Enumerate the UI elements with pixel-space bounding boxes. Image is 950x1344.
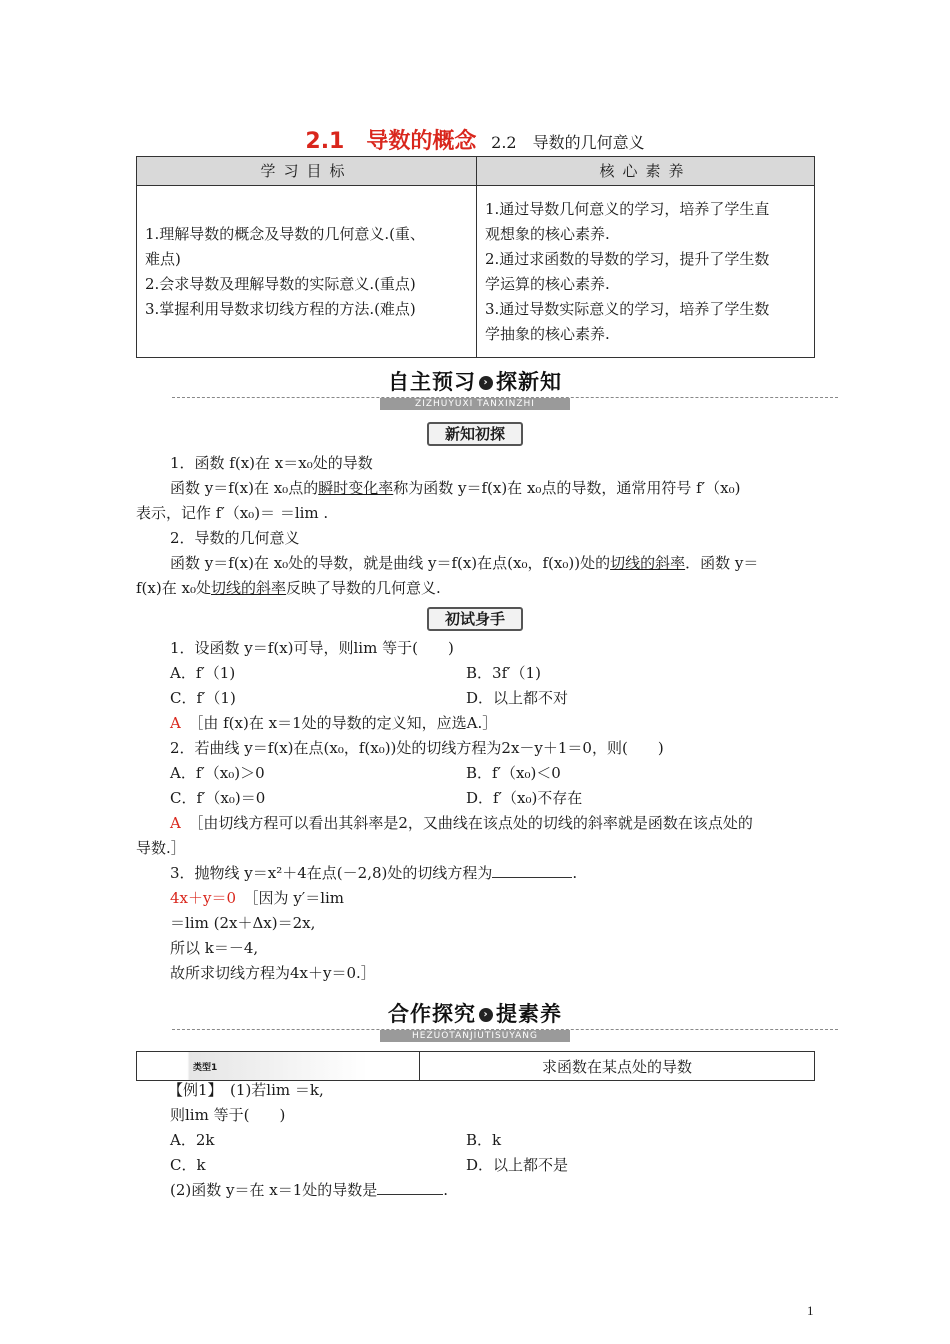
- type-table: [136, 1051, 815, 1081]
- example: (2)函数 y＝在 x＝1处的导数是 .: [170, 1181, 449, 1199]
- underlined-term: 切线的斜率: [210, 579, 286, 597]
- arrow-icon: ›: [479, 1008, 493, 1022]
- para-line: 函数 y＝f(x)在 x₀处的导数，就是曲线 y＝f(x)在点(x₀，f(x₀))处的切线的斜率．函数 y＝: [170, 554, 759, 572]
- answer-red: 4x＋y＝0: [170, 889, 237, 907]
- option: B．k: [466, 1131, 502, 1149]
- banner-pinyin: HEZUOTANJIUTISUYANG: [380, 1030, 570, 1042]
- answer: ＝lim (2x＋Δx)＝2x,: [170, 914, 316, 932]
- title-main: 2.1 导数的概念: [305, 129, 477, 154]
- underlined-term: 切线的斜率: [610, 554, 686, 572]
- page-number: 1: [807, 1303, 814, 1318]
- page-title: [0, 124, 950, 155]
- goal-line: 2.会求导数及理解导数的实际意义.(重点): [145, 274, 416, 293]
- example: 【例1】 (1)若lim ＝k,: [168, 1081, 324, 1099]
- tag-practice: 初试身手: [0, 607, 950, 631]
- goal-line: 1.理解导数的概念及导数的几何意义.(重、: [145, 224, 425, 243]
- question: 2．若曲线 y＝f(x)在点(x₀，f(x₀))处的切线方程为2x－y＋1＝0，则( ): [170, 739, 664, 757]
- para-title: 1．函数 f(x)在 x＝x₀处的导数: [170, 454, 373, 472]
- para-line: f(x)在 x₀处切线的斜率反映了导数的几何意义.: [136, 579, 441, 597]
- answer: 所以 k＝－4,: [170, 939, 259, 957]
- answer-blank: [377, 1181, 443, 1195]
- tag-new-knowledge: 新知初探: [0, 422, 950, 446]
- literacy-header: 核心素养: [477, 157, 815, 186]
- type-label: 类型1: [137, 1052, 420, 1081]
- para-line: 表示，记作 f′（x₀)＝ ＝lim .: [136, 504, 329, 522]
- banner-pinyin: ZIZHUYUXI TANXINZHI: [380, 398, 570, 410]
- option: D．以上都不是: [466, 1156, 569, 1174]
- answer-letter: A: [170, 714, 181, 732]
- option: C．k: [170, 1156, 206, 1174]
- option: B．3f′（1): [466, 664, 541, 682]
- literacy-line: 3.通过导数实际意义的学习，培养了学生数: [485, 299, 770, 318]
- underlined-term: 瞬时变化率: [318, 479, 394, 497]
- arrow-icon: ›: [479, 376, 493, 390]
- answer: A ［由 f(x)在 x＝1处的导数的定义知，应选A.］: [170, 714, 498, 732]
- option: A．f′（1): [170, 664, 236, 682]
- question: 3．抛物线 y＝x²＋4在点(－2,8)处的切线方程为 .: [170, 864, 578, 882]
- banner-title: 合作探究 › 提素养: [388, 1002, 562, 1026]
- literacy-cell: [477, 186, 815, 358]
- goals-table: [136, 156, 815, 358]
- option: B．f′（x₀)＜0: [466, 764, 561, 782]
- option: A．f′（x₀)＞0: [170, 764, 265, 782]
- goal-line: 难点): [145, 249, 181, 268]
- example: 则lim 等于( ): [170, 1106, 286, 1124]
- type-title: 求函数在某点处的导数: [420, 1052, 815, 1081]
- literacy-line: 2.通过求函数的导数的学习，提升了学生数: [485, 249, 770, 268]
- goals-cell: [137, 186, 477, 358]
- literacy-line: 1.通过导数几何意义的学习，培养了学生直: [485, 199, 770, 218]
- literacy-line: 学抽象的核心素养.: [485, 324, 610, 343]
- literacy-line: 观想象的核心素养.: [485, 224, 610, 243]
- para-line: 函数 y＝f(x)在 x₀点的瞬时变化率称为函数 y＝f(x)在 x₀点的导数，通常用符号 f′（x₀): [170, 479, 741, 497]
- para-title: 2．导数的几何意义: [170, 529, 300, 547]
- section-banner-explore: [0, 998, 950, 1042]
- option: A．2k: [170, 1131, 215, 1149]
- option: D．以上都不对: [466, 689, 569, 707]
- answer-letter: A: [170, 814, 181, 832]
- option: C．f′（x₀)＝0: [170, 789, 266, 807]
- answer: 故所求切线方程为4x＋y＝0.］: [170, 964, 376, 982]
- divider: [172, 397, 838, 398]
- divider: [172, 1029, 838, 1030]
- goals-header: 学习目标: [137, 157, 477, 186]
- title-sub: 2.2 导数的几何意义: [491, 133, 645, 152]
- option: D．f′（x₀)不存在: [466, 789, 583, 807]
- literacy-line: 学运算的核心素养.: [485, 274, 610, 293]
- answer: 4x＋y＝0 ［因为 y′＝lim: [170, 889, 345, 907]
- answer-blank: [492, 864, 572, 878]
- option: C．f′（1): [170, 689, 236, 707]
- goal-line: 3.掌握利用导数求切线方程的方法.(难点): [145, 299, 416, 318]
- answer: 导数.］: [136, 839, 186, 857]
- answer: A ［由切线方程可以看出其斜率是2，又曲线在该点处的切线的斜率就是函数在该点处的: [170, 814, 753, 832]
- banner-title: 自主预习 › 探新知: [388, 370, 562, 394]
- section-banner-preview: [0, 366, 950, 410]
- question: 1．设函数 y＝f(x)可导，则lim 等于( ): [170, 639, 454, 657]
